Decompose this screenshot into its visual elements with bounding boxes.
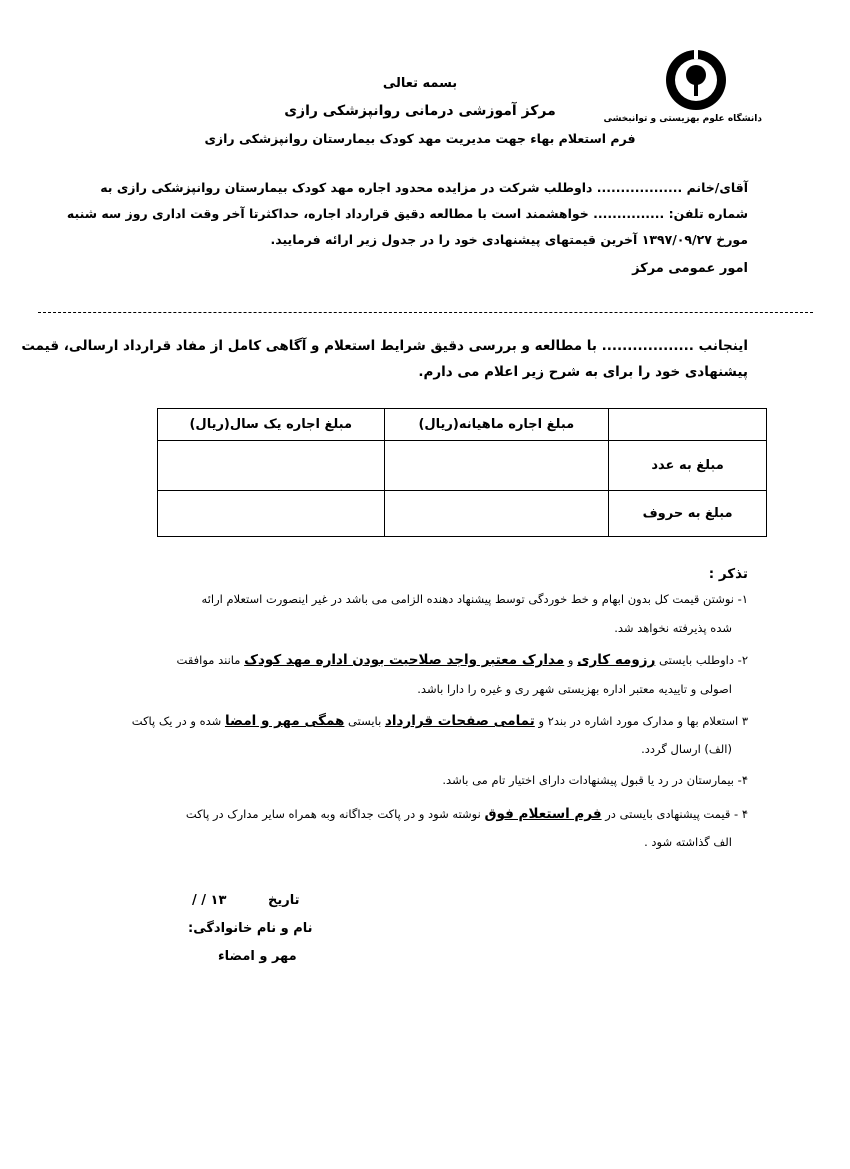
note-1-text: نوشتن قیمت کل بدون ابهام و خط خوردگی توسط پیشنهاد دهنده الزامی می باشد در غیر اینصورت استعلام ارائه	[201, 592, 734, 606]
note-1-cont: شده پذیرفته نخواهد شد.	[614, 621, 732, 635]
note-5-cont: الف گذاشته شود .	[644, 835, 732, 849]
note-1-number: ۱-	[737, 592, 748, 606]
price-table	[157, 408, 767, 537]
monthly-words-cell[interactable]	[384, 491, 609, 537]
note-3-cont: (الف) ارسال گردد.	[641, 742, 732, 756]
note-3-sign-seal: همگی مهر و امضا	[224, 713, 345, 729]
logo-caption: دانشگاه علوم بهزیستی و توانبخشی	[603, 114, 762, 124]
note-3-text-e: شده و در یک پاکت	[131, 714, 222, 728]
note-5-number: ۴ -	[734, 807, 748, 821]
yearly-words-cell[interactable]	[158, 491, 385, 537]
note-2-text-a: داوطلب بایستی	[659, 653, 734, 667]
form-title: فرم استعلام بهاء جهت مدیریت مهد کودک بیمارستان روانپزشکی رازی	[204, 131, 636, 146]
note-2	[98, 652, 748, 668]
table-row	[158, 491, 767, 537]
basmala: بسمه تعالی	[382, 76, 458, 91]
note-3-contract-pages: تمامی صفحات قرارداد	[384, 713, 535, 729]
yearly-rent-header: مبلغ اجاره یک سال(ریال)	[158, 409, 385, 441]
date-label: تاریخ	[268, 893, 300, 908]
note-2-text-e: مانند موافقت	[176, 653, 241, 667]
seal-signature-label: مهر و امضاء	[218, 949, 297, 964]
cut-line	[38, 312, 813, 313]
note-3-text-a: استعلام بها و مدارک مورد اشاره در بند۲ و	[538, 714, 739, 728]
note-3	[98, 713, 748, 729]
declaration-line-1: اینجانب .................. با مطالعه و بررسی دقیق شرایط استعلام و آگاهی کامل از مفاد قرارداد ارسالی، قیمت	[21, 338, 748, 354]
note-2-text-c: و	[567, 653, 574, 667]
note-2-number: ۲-	[737, 653, 748, 667]
note-5-inquiry-form: فرم استعلام فوق	[484, 806, 602, 822]
note-4-text: بیمارستان در رد یا قبول پیشنهادات دارای اختیار تام می باشد.	[442, 773, 734, 787]
intro-line-1: آقای/خانم .................. داوطلب شرکت در مزایده محدود اجاره مهد کودک بیمارستان روانپزشکی رازی به	[100, 180, 748, 195]
amount-numeric-label: مبلغ به عدد	[609, 441, 767, 491]
note-2-documents: مدارک معتبر واجد صلاحیت بودن اداره مهد کودک	[244, 652, 565, 668]
declaration-line-2: پیشنهادی خود را برای به شرح زیر اعلام می دارم.	[418, 364, 748, 380]
table-row	[158, 441, 767, 491]
monthly-rent-header: مبلغ اجاره ماهیانه(ریال)	[384, 409, 609, 441]
intro-line-2: شماره تلفن: ............... خواهشمند است با مطالعه دقیق قرارداد اجاره، حداکثرتا آخر وقت اداری روز سه شنبه	[66, 206, 748, 221]
note-4	[98, 774, 748, 788]
note-5-text-a: قیمت پیشنهادی بایستی در	[605, 807, 731, 821]
note-1	[98, 593, 748, 607]
note-3-text-c: بایستی	[348, 714, 382, 728]
intro-signoff: امور عمومی مرکز	[632, 261, 748, 276]
table-header-row	[158, 409, 767, 441]
note-2-cont: اصولی و تاییدیه معتبر اداره بهزیستی شهر ری و غیره را دارا باشد.	[417, 682, 732, 696]
amount-words-label: مبلغ به حروف	[609, 491, 767, 537]
monthly-numeric-cell[interactable]	[384, 441, 609, 491]
note-5-text-c: نوشته شود و در پاکت جداگانه وبه همراه سایر مدارک در پاکت	[185, 807, 481, 821]
center-name: مرکز آموزشی درمانی روانپزشکی رازی	[284, 103, 556, 119]
name-label: نام و نام خانوادگی:	[188, 921, 313, 936]
note-2-resume: رزومه کاری	[577, 652, 656, 668]
notes-heading: تذکر :	[708, 566, 748, 582]
intro-line-3: مورخ ۱۳۹۷/۰۹/۲۷ آخرین قیمتهای پیشنهادی خود را در جدول زیر ارائه فرمایید.	[270, 232, 748, 247]
yearly-numeric-cell[interactable]	[158, 441, 385, 491]
date-field[interactable]: / / ۱۳	[192, 893, 227, 908]
note-4-number: ۴-	[737, 773, 748, 787]
table-corner-cell	[609, 409, 767, 441]
note-5	[98, 806, 748, 822]
note-3-number: ۳	[741, 714, 748, 728]
